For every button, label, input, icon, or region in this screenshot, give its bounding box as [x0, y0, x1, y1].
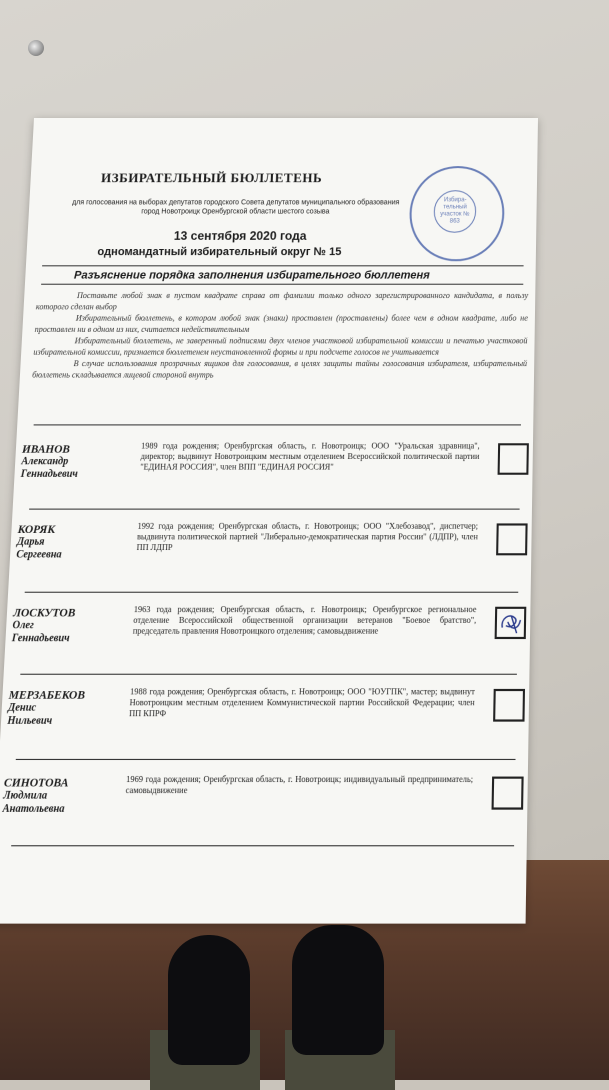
- candidate-row: [0, 680, 529, 765]
- shoe-left: [168, 935, 250, 1065]
- divider: [16, 759, 516, 760]
- instruction-paragraph: Поставьте любой знак в пустом квадрате справа от фамилии только одного зарегистрированного кандидата, в пользу которого сделан выбор: [35, 290, 529, 312]
- instructions-text: [32, 290, 528, 381]
- divider: [20, 674, 517, 675]
- vote-checkbox[interactable]: [496, 523, 528, 555]
- candidate-first-name: Олег: [12, 619, 35, 632]
- candidate-info: 1992 года рождения; Оренбургская область, г. Новотроицк; ООО "Хлебозавод", диспетчер; выдвинута политической партией "Либерально-демократическая партия России" (ЛДПР), член ПП ЛДПР: [136, 521, 479, 553]
- handwritten-mark-icon: [497, 609, 524, 637]
- instruction-paragraph: В случае использования прозрачных ящиков для голосования, в целях защиты тайны голосования избирателя, избирательный бюллетень складывается лицевой стороной внутрь: [31, 358, 528, 380]
- instruction-paragraph: Избирательный бюллетень, не заверенный подписями двух членов участковой избирательной комиссии и печатью участковой избирательной комиссии, признается бюллетенем неустановленной формы и при подсчете голосов не учитывается: [33, 336, 528, 357]
- ballot-sheet: [0, 118, 538, 924]
- candidate-patronymic: Геннадьевич: [20, 468, 79, 481]
- candidate-name: [20, 443, 135, 481]
- candidate-row: [0, 768, 528, 854]
- candidate-row: [12, 435, 533, 517]
- candidate-surname: ЛОСКУТОВ: [12, 606, 76, 620]
- candidate-info: 1963 года рождения; Оренбургская область, г. Новотроицк; Оренбургское региональное отделение Всероссийской общественной организации ветеранов "Боевое братство", председатель правления Новотроицкого отделения; самовыдвижение: [132, 604, 477, 636]
- candidate-surname: СИНОТОВА: [3, 776, 69, 790]
- candidate-first-name: Денис: [7, 701, 37, 714]
- ballot-subtitle: для голосования на выборах депутатов городского Совета депутатов муниципального образования город Новотроицк Оренбургской области шестого созыва: [71, 199, 400, 216]
- candidate-surname: ИВАНОВ: [21, 443, 71, 456]
- candidate-row: [3, 598, 530, 682]
- candidate-name: [7, 689, 124, 728]
- divider: [41, 284, 523, 285]
- candidate-patronymic: Геннадьевич: [11, 632, 70, 645]
- candidate-name: [11, 607, 127, 646]
- candidate-info: 1969 года рождения; Оренбургская область, г. Новотроицк; индивидуальный предприниматель; самовыдвижение: [125, 774, 474, 796]
- candidate-first-name: Александр: [21, 455, 69, 468]
- candidate-patronymic: Анатольевна: [2, 803, 65, 816]
- instructions-title: Разъяснение порядка заполнения избирательного бюллетеня: [73, 269, 430, 282]
- stamp-inner-text: Избира-тельный участок № 863: [433, 190, 476, 233]
- vote-checkbox[interactable]: [492, 777, 524, 810]
- candidate-name: [16, 523, 132, 561]
- candidate-first-name: Людмила: [2, 789, 48, 802]
- candidate-name: [2, 777, 120, 817]
- election-date: 13 сентября 2020 года: [173, 228, 307, 243]
- ballot-title: ИЗБИРАТЕЛЬНЫЙ БЮЛЛЕТЕНЬ: [100, 170, 323, 186]
- divider: [42, 265, 524, 266]
- candidate-patronymic: Сергеевна: [16, 548, 62, 561]
- candidate-row: [8, 515, 532, 598]
- candidate-patronymic: Нильевич: [7, 715, 53, 728]
- divider: [25, 592, 519, 593]
- divider: [29, 509, 520, 510]
- vote-checkbox[interactable]: [498, 443, 529, 475]
- electoral-district: одномандатный избирательный округ № 15: [97, 245, 342, 259]
- divider: [34, 424, 521, 425]
- vote-checkbox-checked[interactable]: [495, 607, 527, 639]
- instruction-paragraph: Избирательный бюллетень, в котором любой знак (знаки) проставлен (проставлены) более чем в одном квадрате, либо не проставлен ни в одном из них, считается недействительным: [34, 313, 528, 335]
- candidate-info: 1989 года рождения; Оренбургская область, г. Новотроицк; ООО "Уральская здравница", директор; выдвинут Новотроицким местным отделением Всероссийской политической партии "ЕДИНАЯ РОССИЯ", член ВПП "ЕДИНАЯ РОССИЯ": [140, 441, 480, 472]
- candidate-surname: КОРЯК: [17, 523, 56, 537]
- commission-stamp: [408, 166, 505, 261]
- shoe-right: [292, 925, 384, 1055]
- vote-checkbox[interactable]: [493, 689, 525, 722]
- candidate-surname: МЕРЗАБЕКОВ: [8, 688, 86, 702]
- candidate-first-name: Дарья: [16, 536, 45, 548]
- screw: [28, 40, 44, 56]
- divider: [11, 845, 514, 846]
- candidate-info: 1988 года рождения; Оренбургская область, г. Новотроицк; ООО "ЮУГПК", мастер; выдвинут Новотроицким местным отделением Коммунистической партии Российской Федерации; член ПП КПРФ: [128, 686, 475, 719]
